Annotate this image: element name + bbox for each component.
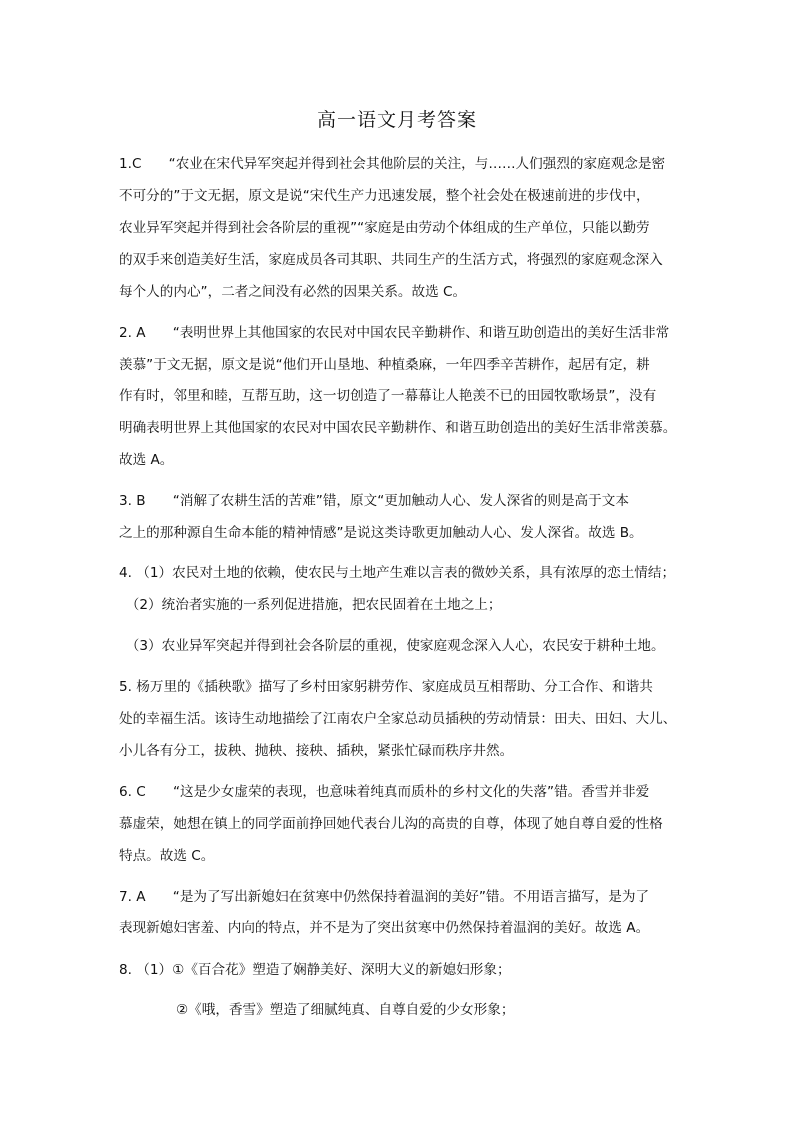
text-line: 慕虚荣，她想在镇上的同学面前挣回她代表台儿沟的高贵的自尊，体现了她自尊自爱的性格 (119, 816, 663, 832)
text-line: 2. A “表明世界上其他国家的农民对中国农民辛勤耕作、和谐互助创造出的美好生活非常 (119, 325, 670, 341)
text-line: （3）农业异军突起并得到社会各阶层的重视，使家庭观念深入人心，农民安于耕种土地。 (119, 638, 665, 654)
text-line: （2）统治者实施的一系列促进措施，把农民固着在土地之上； (119, 597, 502, 613)
text-line: 农业异军突起并得到社会各阶层的重视”“家庭是由劳动个体组成的生产单位，只能以勤劳 (119, 220, 650, 236)
text-line: 6. C “这是少女虚荣的表现，也意味着纯真而质朴的乡村文化的失落”错。香雪并非爱 (119, 784, 650, 800)
text-line: 每个人的内心”，二者之间没有必然的因果关系。故选 C。 (119, 284, 467, 300)
text-line: 的双手来创造美好生活，家庭成员各司其职、共同生产的生活方式，将强烈的家庭观念深入 (119, 252, 663, 268)
text-line: 作有时，邻里和睦，互帮互助，这一切创造了一幕幕让人艳羡不已的田园牧歌场景”，没有 (119, 388, 657, 404)
text-line: 明确表明世界上其他国家的农民对中国农民辛勤耕作、和谐互助创造出的美好生活非常羡慕。 (119, 420, 677, 436)
text-line: 不可分的”于文无据，原文是说“宋代生产力迅速发展，整个社会处在极速前进的步伐中， (119, 188, 650, 204)
text-line: 特点。故选 C。 (119, 848, 215, 864)
text-line: 4. （1）农民对土地的依赖，使农民与土地产生难以言表的微妙关系，具有浓厚的恋土情结； (119, 565, 676, 581)
text-line: 7. A “是为了写出新媳妇在贫寒中仍然保持着温润的美好”错。不用语言描写，是为了 (119, 889, 650, 905)
text-line: 3. B “消解了农耕生活的苦难”错，原文“更加触动人心、发人深省的则是高于文本 (119, 493, 629, 509)
text-line: ②《哦，香雪》塑造了细腻纯真、自尊自爱的少女形象； (176, 1002, 515, 1018)
text-line: 故选 A。 (119, 452, 174, 468)
text-line: 8. （1）①《百合花》塑造了娴静美好、深明大义的新媳妇形象； (119, 962, 511, 978)
text-line: 1.C “农业在宋代异军突起并得到社会其他阶层的关注，与……人们强烈的家庭观念是密 (119, 156, 666, 172)
text-line: 表现新媳妇害羞、内向的特点，并不是为了突出贫寒中仍然保持着温润的美好。故选 A。 (119, 920, 650, 936)
text-line: 羡慕”于文无据，原文是说“他们开山垦地、种植桑麻，一年四季辛苦耕作，起居有定，耕 (119, 357, 650, 373)
text-line: 之上的那种源自生命本能的精神情感”是说这类诗歌更加触动人心、发人深省。故选 B。 (119, 525, 643, 541)
text-line: 小儿各有分工，拔秧、抛秧、接秧、插秧，紧张忙碌而秩序井然。 (119, 743, 514, 759)
document-title: 高一语文月考答案 (316, 109, 477, 131)
text-line: 5. 杨万里的《插秧歌》描写了乡村田家躬耕劳作、家庭成员互相帮助、分工合作、和谐共 (119, 679, 653, 695)
text-line: 处的幸福生活。该诗生动地描绘了江南农户全家总动员插秧的劳动情景：田夫、田妇、大儿、 (119, 711, 677, 727)
